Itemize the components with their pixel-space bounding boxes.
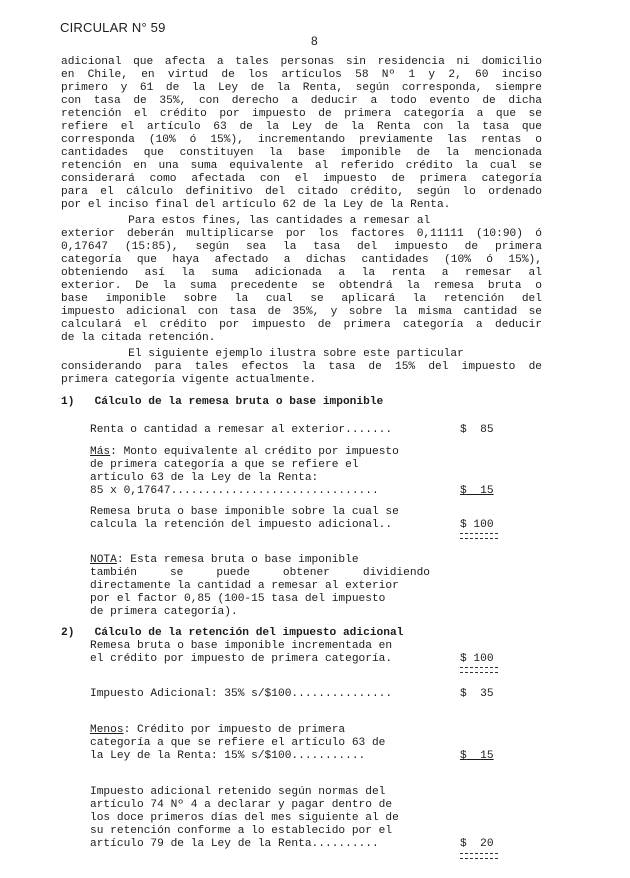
paragraph-3	[61, 348, 542, 387]
text-line: artículo 63 de la Ley de la Renta:	[90, 472, 319, 484]
double-underline	[460, 853, 498, 859]
text-line: obteniendo así la suma adicionada a la renta a remesar al	[61, 267, 542, 279]
text-line: categoría que haya afectado a dichas cantidades (10% ó 15%),	[61, 254, 542, 266]
double-underline	[460, 533, 498, 539]
text-line: exterior. De la suma precedente se obtendrá la remesa bruta o	[61, 280, 542, 292]
text-line: con tasa de 35%, con derecho a deducir a todo evento de dicha	[61, 95, 542, 107]
text-line: impuesto adicional con tasa de 35%, y sobre la misma cantidad se	[61, 306, 542, 318]
paragraph-2	[61, 215, 542, 345]
text-line: Impuesto Adicional: 35% s/$100...............	[90, 688, 393, 700]
paragraph-1	[61, 56, 542, 212]
text-line: cantidades que constituyen la base imponible de la mencionada	[61, 147, 542, 159]
text-line: también se puede obtener dividiendo	[90, 567, 430, 579]
text-line: corresponda (10% ó 15%), incrementando previamente las rentas o	[61, 134, 542, 146]
menos-credito-item	[90, 724, 430, 763]
text-line: Remesa bruta o base imponible sobre la cual se	[90, 506, 399, 518]
text-line: primera categoría vigente actualmente.	[61, 374, 317, 386]
text-line: considerará como afectada con el impuesto de primera categoría	[61, 173, 542, 185]
text-line: de primera categoría).	[90, 606, 238, 618]
text-line: Impuesto adicional retenido según normas del	[90, 786, 386, 798]
text-line: artículo 79 de la Ley de la Renta..........	[90, 838, 379, 850]
amount-menos-credito: $ 15	[460, 750, 494, 762]
text-line: primero y 61 de la Ley de la Renta, según corresponda, siempre	[61, 82, 542, 94]
amount-impuesto-retenido: $ 20	[460, 838, 494, 850]
remesa-item	[90, 424, 430, 437]
impuesto-retenido-item	[90, 786, 430, 851]
amount-impuesto-adicional: $ 35	[460, 688, 494, 700]
text-line: Menos: Crédito por impuesto de primera	[90, 724, 346, 736]
section-heading-text: 1) Cálculo de la remesa bruta o base imponible	[61, 396, 384, 408]
text-line: Más: Monto equivalente al crédito por impuesto	[90, 446, 399, 458]
text-line: exterior deberán multiplicarse por los factores 0,11111 (10:90) ó	[61, 228, 542, 240]
section-2-heading	[61, 627, 561, 640]
impuesto-adicional-item	[90, 688, 430, 701]
amount-remesa-bruta: $ 100	[460, 519, 494, 531]
text-line: por el inciso final del artículo 62 de la Ley de la Renta.	[61, 199, 451, 211]
text-line: calcula la retención del impuesto adicional..	[90, 519, 393, 531]
text-line: artículo 74 Nº 4 a declarar y pagar dentro de	[90, 799, 393, 811]
text-line: refiere el artículo 63 de la Ley de la Renta con la tasa que	[61, 121, 542, 133]
text-line: por el factor 0,85 (100-15 tasa del impuesto	[90, 593, 386, 605]
section-heading-text: 2) Cálculo de la retención del impuesto adicional	[61, 627, 404, 639]
note-block	[90, 554, 430, 619]
text-line: calculará el crédito por impuesto de primera categoría a deducir	[61, 319, 542, 331]
double-underline	[460, 667, 498, 673]
text-line: base imponible sobre la cual se aplicará la retención del	[61, 293, 542, 305]
amount-remesa: $ 85	[460, 424, 494, 436]
amount-remesa-incrementada: $ 100	[460, 653, 494, 665]
text-line: 0,17647 (15:85), según sea la tasa del impuesto de primera	[61, 241, 542, 253]
circular-number: CIRCULAR N° 59	[60, 20, 166, 35]
text-line: la Ley de la Renta: 15% s/$100...........	[90, 750, 366, 762]
text-line: su retención conforme a lo establecido por el	[90, 825, 393, 837]
remesa-incrementada-item	[90, 640, 430, 666]
text-line: los doce primeros días del mes siguiente al de	[90, 812, 399, 824]
text-line: 85 x 0,17647...............................	[90, 485, 379, 497]
text-line: considerando para tales efectos la tasa de 15% del impuesto de	[61, 361, 542, 373]
text-line: retención el crédito por impuesto de primera categoría a que se	[61, 108, 542, 120]
text-line: Renta o cantidad a remesar al exterior.......	[90, 424, 393, 436]
text-line: el crédito por impuesto de primera categoría.	[90, 653, 393, 665]
section-1-heading	[61, 396, 561, 409]
remesa-bruta-item	[90, 506, 430, 532]
text-line: retención en una suma equivalente al referido crédito la cual se	[61, 160, 542, 172]
menos-label: Menos	[90, 724, 124, 736]
amount-credito: $ 15	[460, 485, 494, 497]
text-line: categoría a que se refiere el artículo 63 de	[90, 737, 386, 749]
text-line: Remesa bruta o base imponible incrementada en	[90, 640, 393, 652]
mas-credito-item	[90, 446, 430, 498]
mas-label: Más	[90, 446, 111, 458]
text-line: directamente la cantidad a remesar al exterior	[90, 580, 399, 592]
text-line: para el cálculo definitivo del citado crédito, según lo ordenado	[61, 186, 542, 198]
text-line: NOTA: Esta remesa bruta o base imponible	[90, 554, 359, 566]
text-line: de primera categoría a que se refiere el	[90, 459, 359, 471]
text-line: de la citada retención.	[61, 332, 216, 344]
nota-label: NOTA	[90, 554, 117, 566]
text-line: adicional que afecta a tales personas sin residencia ni domicilio	[61, 56, 542, 68]
text-line: Para estos fines, las cantidades a remesar al	[61, 215, 431, 227]
text-line: en Chile, en virtud de los artículos 58 Nº 1 y 2, 60 inciso	[61, 69, 542, 81]
page-number: 8	[311, 34, 318, 48]
text-line: El siguiente ejemplo ilustra sobre este particular	[61, 348, 464, 360]
